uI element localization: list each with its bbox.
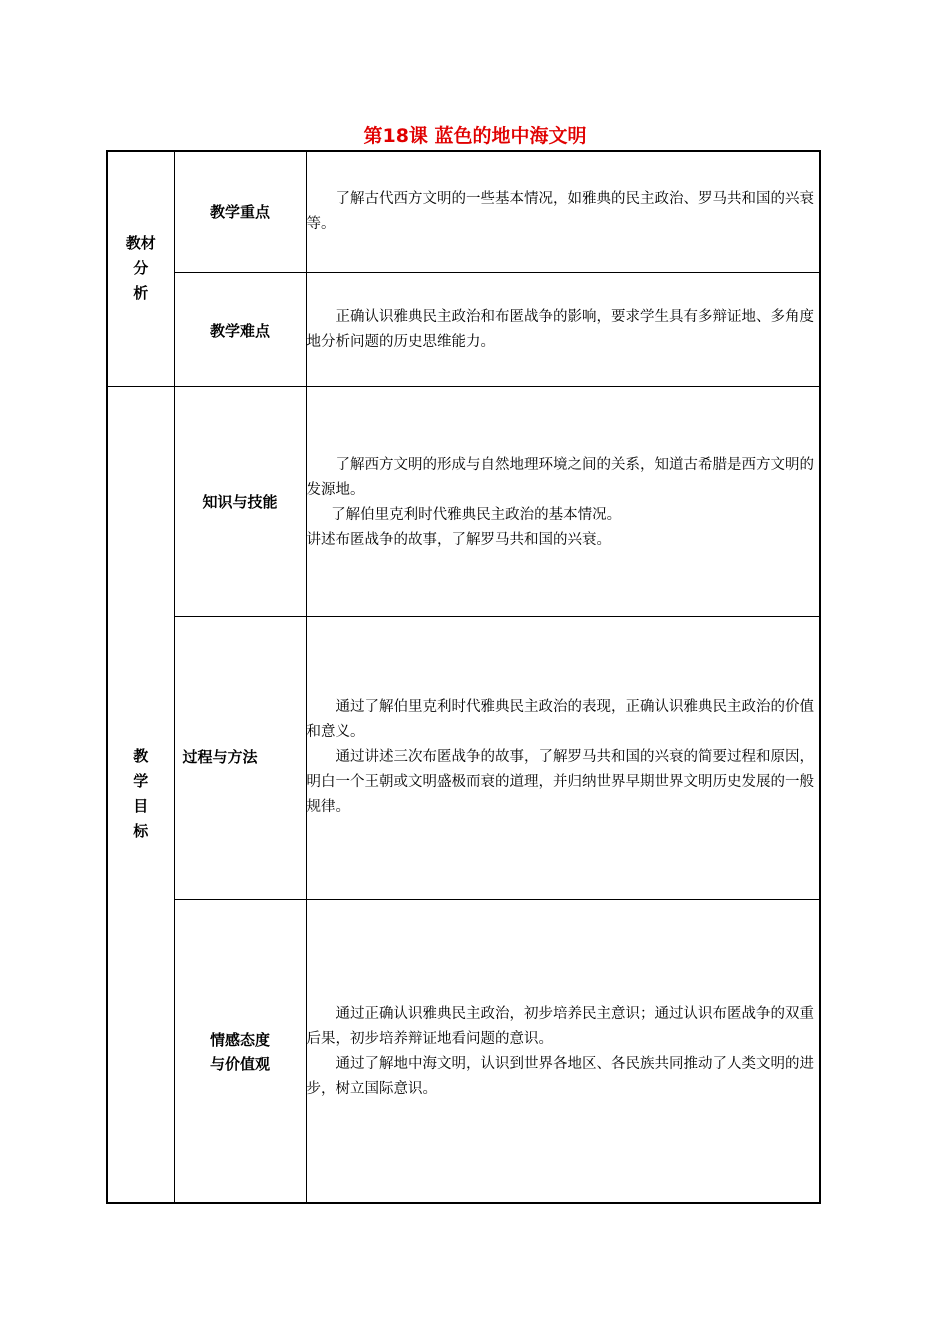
content-cell-process-methods bbox=[306, 616, 820, 899]
table-row-key-points bbox=[107, 151, 820, 272]
content-paragraph: 通过了解地中海文明，认识到世界各地区、各民族共同推动了人类文明的进步，树立国际意识。 bbox=[306, 1055, 814, 1097]
content-paragraph: 了解古代西方文明的一些基本情况，如雅典的民主政治、罗马共和国的兴衰等。 bbox=[306, 191, 814, 232]
content-paragraph: 正确认识雅典民主政治和布匿战争的影响，要求学生具有多辩证地、多角度地分析问题的历史思维能力。 bbox=[306, 308, 814, 350]
content-paragraph: 通过了解伯里克利时代雅典民主政治的表现，正确认识雅典民主政治的价值和意义。 bbox=[306, 698, 814, 740]
table-row-knowledge-skills bbox=[107, 386, 820, 616]
table-row-process-methods bbox=[107, 616, 820, 899]
row-label: 教学难点 bbox=[209, 321, 270, 340]
content-cell-key-points bbox=[306, 151, 820, 272]
label-cell-difficult-points bbox=[174, 272, 306, 386]
content-paragraph: 通过正确认识雅典民主政治，初步培养民主意识；通过认识布匿战争的双重后果，初步培养辩证地看问题的意识。 bbox=[306, 1005, 814, 1047]
category-char: 析 bbox=[133, 284, 149, 303]
row-label: 与价值观 bbox=[209, 1054, 270, 1073]
row-label: 知识与技能 bbox=[202, 492, 278, 511]
content-paragraph: 讲述布匿战争的故事，了解罗马共和国的兴衰。 bbox=[306, 531, 611, 548]
table-row-difficult-points bbox=[107, 272, 820, 386]
table-row-attitudes-values bbox=[107, 899, 820, 1203]
category-char: 学 bbox=[133, 772, 149, 791]
label-cell-knowledge-skills bbox=[174, 386, 306, 616]
label-cell-key-points bbox=[174, 151, 306, 272]
category-cell-teaching-goals bbox=[107, 386, 174, 1203]
content-cell-difficult-points bbox=[306, 272, 820, 386]
content-paragraph: 通过讲述三次布匿战争的故事，了解罗马共和国的兴衰的简要过程和原因，明白一个王朝或文明盛极而衰的道理，并归纳世界早期世界文明历史发展的一般规律。 bbox=[306, 748, 814, 815]
content-paragraph: 了解西方文明的形成与自然地理环境之间的关系，知道古希腊是西方文明的发源地。 bbox=[306, 456, 814, 498]
row-label: 情感态度 bbox=[209, 1030, 270, 1049]
category-char: 教 bbox=[133, 747, 149, 766]
row-label: 过程与方法 bbox=[182, 747, 258, 766]
category-char: 目 bbox=[133, 797, 149, 816]
label-cell-attitudes-values bbox=[174, 899, 306, 1203]
category-char: 教材 bbox=[125, 234, 156, 253]
category-char: 分 bbox=[133, 259, 149, 278]
content-cell-knowledge-skills bbox=[306, 386, 820, 616]
content-cell-attitudes-values bbox=[306, 899, 820, 1203]
category-cell-textbook-analysis bbox=[107, 151, 174, 386]
category-char: 标 bbox=[133, 822, 149, 841]
row-label: 教学重点 bbox=[209, 203, 270, 221]
page-title: 第18课 蓝色的地中海文明 bbox=[363, 125, 587, 147]
content-paragraph: 了解伯里克利时代雅典民主政治的基本情况。 bbox=[331, 506, 622, 523]
label-cell-process-methods bbox=[174, 616, 306, 899]
lesson-plan-table bbox=[106, 150, 821, 1204]
